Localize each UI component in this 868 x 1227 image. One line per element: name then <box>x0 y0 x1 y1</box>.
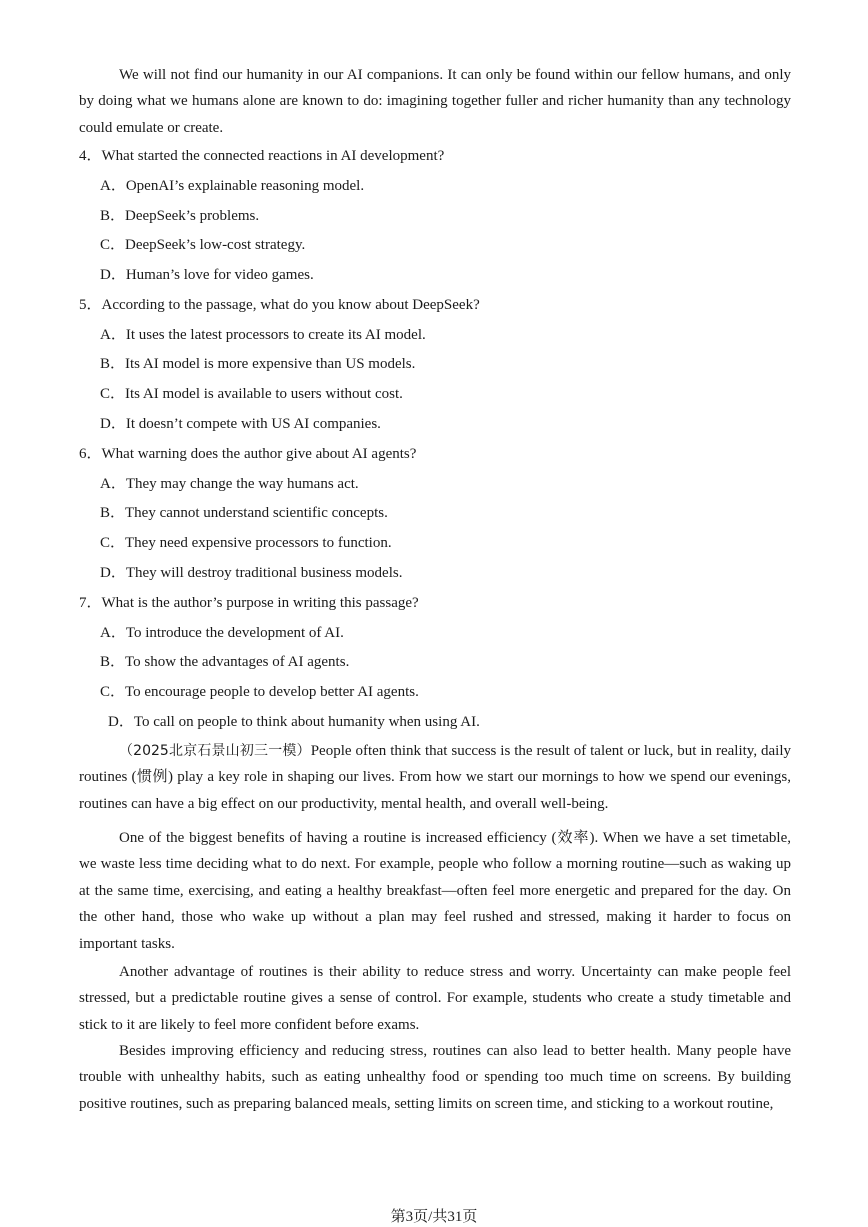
question-5-option-b: B．Its AI model is more expensive than US models. <box>100 356 416 372</box>
question-7-option-d: D．To call on people to think about humanity when using AI. <box>108 714 480 730</box>
question-4-option-b: B．DeepSeek’s problems. <box>100 208 260 224</box>
page-number-footer: 第3页/共31页 <box>390 1209 478 1225</box>
question-6-option-b: B．They cannot understand scientific concepts. <box>100 505 388 521</box>
question-7-option-a: A．To introduce the development of AI. <box>100 625 344 641</box>
passage-intro-text: People often think that success is the result of talent or luck, but in reality, daily routines (惯例) play a key role in shaping our lives. From how we start our mornings to how we spend our evenings, routines can have a big effect on our productivity, mental health, and overall well-being. <box>79 743 791 812</box>
passage-paragraph-health: Besides improving efficiency and reducing stress, routines can also lead to better health. Many people have trouble with unhealthy habits, such as eating unhealthy food or spending too much time on screens. By building positive routines, such as preparing balanced meals, setting limits on screen time, and sticking to a workout routine, <box>79 1043 791 1112</box>
question-6-option-d: D．They will destroy traditional business models. <box>100 565 403 581</box>
passage-source-tag: （2025北京石景山初三一模） <box>119 743 311 759</box>
passage-intro-paragraph <box>79 738 791 817</box>
question-5-stem: 5．According to the passage, what do you know about DeepSeek? <box>79 297 480 313</box>
question-5-option-c: C．Its AI model is available to users without cost. <box>100 386 403 402</box>
passage-closing-paragraph: We will not find our humanity in our AI companions. It can only be found within our fellow humans, and only by doing what we humans alone are known to do: imagining together fuller and richer humanity than any technology could emulate or create. <box>79 67 791 136</box>
question-4-option-d: D．Human’s love for video games. <box>100 267 314 283</box>
question-5-option-d: D．It doesn’t compete with US AI companies. <box>100 416 381 432</box>
passage-paragraph-stress: Another advantage of routines is their ability to reduce stress and worry. Uncertainty can make people feel stressed, but a predictable routine gives a sense of control. For example, students who create a study timetable and stick to it are likely to feel more confident before exams. <box>79 964 791 1033</box>
question-7-option-b: B．To show the advantages of AI agents. <box>100 654 350 670</box>
question-6-option-a: A．They may change the way humans act. <box>100 476 359 492</box>
question-6-option-c: C．They need expensive processors to function. <box>100 535 392 551</box>
passage-paragraph-efficiency: One of the biggest benefits of having a routine is increased efficiency (效率). When we have a set timetable, we waste less time deciding what to do next. For example, people who follow a morning routine—such as waking up at the same time, exercising, and eating a healthy breakfast—often feel more energetic and prepared for the day. On the other hand, those who wake up without a plan may feel rushed and stressed, making it harder to focus on important tasks. <box>79 830 791 952</box>
question-7-stem: 7．What is the author’s purpose in writing this passage? <box>79 595 419 611</box>
question-4-option-c: C．DeepSeek’s low-cost strategy. <box>100 237 306 253</box>
question-4-option-a: A．OpenAI’s explainable reasoning model. <box>100 178 365 194</box>
question-6-stem: 6．What warning does the author give about AI agents? <box>79 446 417 462</box>
question-4-stem: 4．What started the connected reactions in AI development? <box>79 148 445 164</box>
question-7-option-c: C．To encourage people to develop better AI agents. <box>100 684 419 700</box>
question-5-option-a: A．It uses the latest processors to create its AI model. <box>100 327 426 343</box>
